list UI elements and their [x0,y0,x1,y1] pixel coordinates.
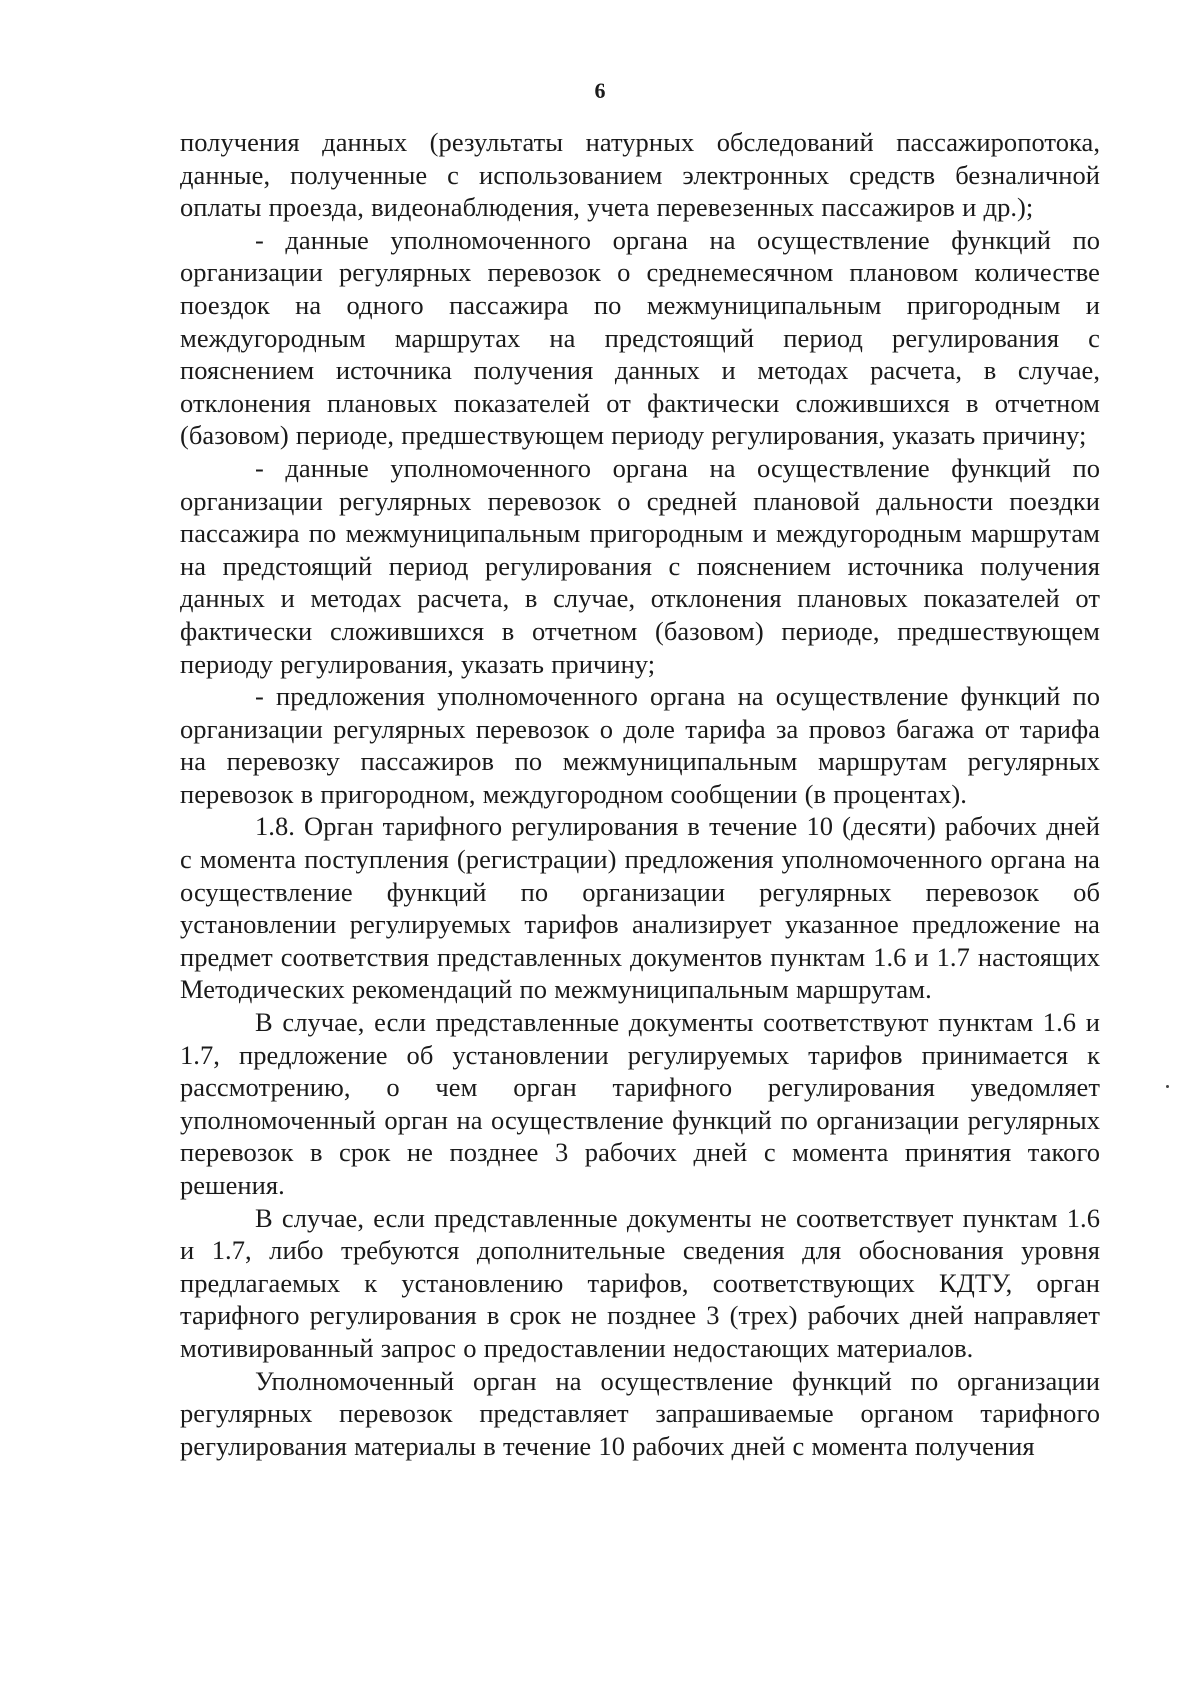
page-number: 6 [594,78,606,103]
paragraph-section-1-8: 1.8. Орган тарифного регулирования в течение 10 (десяти) рабочих дней с момента поступления (регистрации) предложения уполномоченного органа на осуществление функций по организации регулярных перевозок об установлении регулируемых тарифов анализирует указанное предложение на предмет соответствия представленных документов пунктам 1.6 и 1.7 настоящих Методических рекомендаций по межмуниципальным маршрутам. [180,811,1100,1005]
paragraph-documents-compliant: В случае, если представленные документы соответствуют пунктам 1.6 и 1.7, предложение об установлении регулируемых тарифов принимается к рассмотрению, о чем орган тарифного регулирования уведомляет уполномоченный орган на осуществление функций по организации регулярных перевозок в срок не позднее 3 рабочих дней с момента принятия такого решения. [180,1007,1100,1200]
paragraph-baggage-share-item: - предложения уполномоченного органа на осуществление функций по организации регулярных перевозок о доле тарифа за провоз багажа от тарифа на перевозку пассажиров по межмуниципальным маршрутам регулярных перевозок в пригородном, междугородном сообщении (в процентах). [180,681,1100,809]
scan-dot-mark [1166,1085,1169,1088]
paragraph-continuation: получения данных (результаты натурных обследований пассажиропотока, данные, полученные с использованием электронных средств безналичной оплаты проезда, видеонаблюдения, учета перевезенных пассажиров и др.); [180,127,1100,223]
paragraph-trip-distance-item: - данные уполномоченного органа на осуществление функций по организации регулярных перевозок о средней плановой дальности поездки пассажира по межмуниципальным пригородным и междугородным маршрутам на предстоящий период регулирования с пояснением источника получения данных и методах расчета, в случае, отклонения плановых показателей от фактически сложившихся в отчетном (базовом) периоде, предшествующем периоду регулирования, указать причину; [180,452,1100,679]
paragraph-trip-count-item: - данные уполномоченного органа на осуществление функций по организации регулярных перевозок о среднемесячном плановом количестве поездок на одного пассажира по межмуниципальным пригородным и междугородным маршрутах на предстоящий период регулирования с пояснением источника получения данных и методах расчета, в случае, отклонения плановых показателей от фактически сложившихся в отчетном (базовом) периоде, предшествующем периоду регулирования, указать причину; [180,224,1100,451]
document-body [180,126,1100,1462]
paragraph-documents-noncompliant: В случае, если представленные документы не соответствует пунктам 1.6 и 1.7, либо требуются дополнительные сведения для обоснования уровня предлагаемых к установлению тарифов, соответствующих КДТУ, орган тарифного регулирования в срок не позднее 3 (трех) рабочих дней направляет мотивированный запрос о предоставлении недостающих материалов. [180,1202,1100,1363]
paragraph-materials-submission: Уполномоченный орган на осуществление функций по организации регулярных перевозок представляет запрашиваемые органом тарифного регулирования материалы в течение 10 рабочих дней с момента получения [180,1365,1100,1461]
